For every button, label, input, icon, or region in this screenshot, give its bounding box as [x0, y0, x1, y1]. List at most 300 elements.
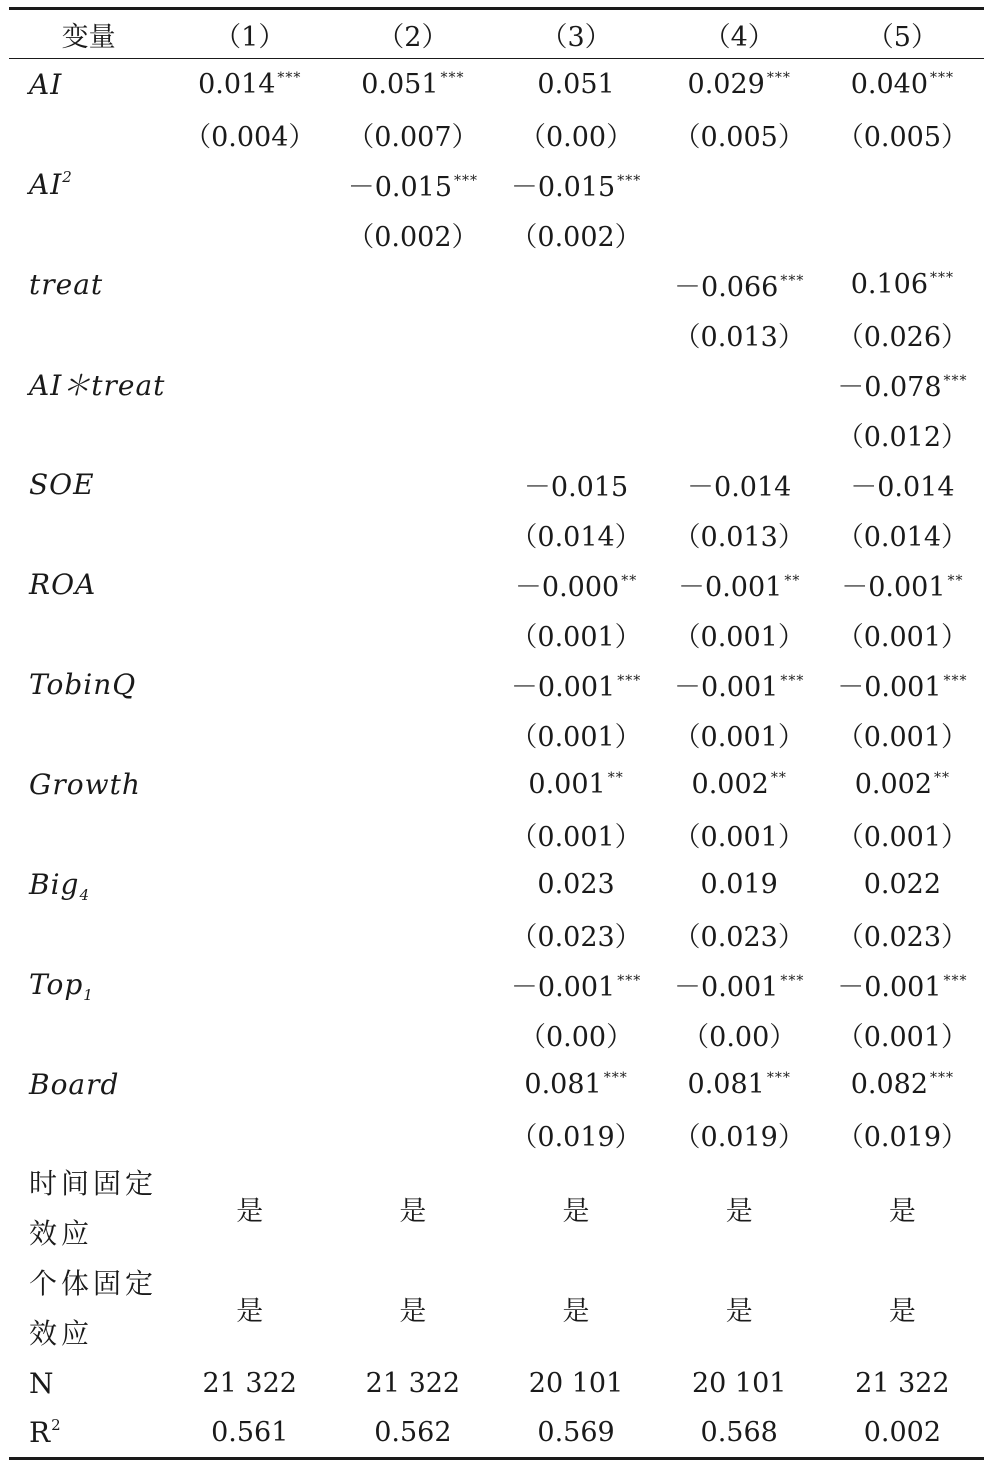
- fixed-effect-value: 是: [725, 1296, 753, 1327]
- significance-stars: ***: [454, 172, 479, 189]
- coef-cell: [494, 659, 657, 710]
- se-row: [9, 610, 984, 659]
- variable-name: [9, 359, 168, 410]
- coef-cell: [821, 559, 984, 610]
- fixed-effect-cell: [658, 1159, 821, 1259]
- std-error: （0.023）: [673, 921, 805, 953]
- stat-value: 21 322: [855, 1368, 950, 1399]
- se-cell: [658, 910, 821, 959]
- se-cell: [494, 810, 657, 859]
- coef-cell: [821, 359, 984, 410]
- coef-value: －0.015: [510, 171, 616, 203]
- stat-cell: [658, 1359, 821, 1409]
- std-error: （0.001）: [673, 821, 805, 853]
- se-cell: [494, 410, 657, 459]
- std-error: （0.019）: [510, 1121, 642, 1153]
- coef-row: [9, 1059, 984, 1110]
- superscript: [51, 1416, 62, 1434]
- stat-value: 0.562: [374, 1417, 452, 1449]
- se-cell: [331, 610, 494, 659]
- coef-cell: [821, 659, 984, 710]
- se-cell: [168, 610, 331, 659]
- variable-label: SOE: [29, 467, 95, 501]
- variable-name: [9, 259, 168, 310]
- std-error: （0.014）: [510, 521, 642, 553]
- variable-name: [9, 1059, 168, 1110]
- se-cell: [658, 1110, 821, 1159]
- coef-cell: [658, 959, 821, 1010]
- coef-value: 0.019: [700, 868, 778, 900]
- fixed-effect-cell: [821, 1259, 984, 1359]
- variable-name: [9, 559, 168, 610]
- coef-value: －0.014: [687, 471, 792, 503]
- regression-table-container: [9, 7, 984, 1460]
- stat-label-superscript: 2: [51, 1416, 62, 1435]
- coef-cell: [331, 159, 494, 210]
- coef-value: 0.051: [361, 68, 439, 100]
- stat-value: 0.568: [700, 1417, 778, 1449]
- coef-cell: [821, 759, 984, 810]
- se-label-empty: [9, 110, 168, 159]
- coef-cell: [494, 359, 657, 410]
- fixed-effect-value: 是: [562, 1296, 590, 1327]
- coef-cell: [168, 559, 331, 610]
- stat-cell: [494, 1359, 657, 1409]
- se-cell: [821, 910, 984, 959]
- coef-value: 0.029: [687, 68, 765, 100]
- se-cell: [168, 310, 331, 359]
- coef-cell: [168, 659, 331, 710]
- significance-stars: **: [770, 769, 787, 786]
- coef-value: 0.081: [687, 1068, 765, 1100]
- header-col-2: （2）: [377, 21, 449, 53]
- coef-value: －0.078: [837, 371, 942, 403]
- subscript: [79, 886, 90, 904]
- coef-cell: [821, 159, 984, 210]
- se-cell: [168, 910, 331, 959]
- significance-stars: **: [784, 572, 801, 589]
- fixed-effect-cell: [658, 1259, 821, 1359]
- se-cell: [331, 310, 494, 359]
- variable-subscript: 1: [83, 985, 94, 1004]
- significance-stars: ***: [943, 972, 968, 989]
- coef-cell: [821, 1059, 984, 1110]
- se-cell: [331, 1010, 494, 1059]
- coef-cell: [331, 759, 494, 810]
- std-error: （0.00）: [518, 121, 634, 153]
- regression-table: [9, 7, 984, 1460]
- se-cell: [494, 110, 657, 159]
- subscript: [83, 986, 94, 1004]
- coef-cell: [168, 359, 331, 410]
- se-cell: [494, 510, 657, 559]
- coef-cell: [658, 1059, 821, 1110]
- coef-value: －0.000: [514, 571, 620, 603]
- coef-cell: [494, 559, 657, 610]
- coef-value: 0.002: [691, 768, 769, 800]
- coef-cell: [821, 859, 984, 910]
- se-label-empty: [9, 810, 168, 859]
- se-cell: [331, 410, 494, 459]
- coef-row: [9, 359, 984, 410]
- std-error: （0.019）: [673, 1121, 805, 1153]
- se-cell: [821, 110, 984, 159]
- se-label-empty: [9, 910, 168, 959]
- fixed-effect-cell: [331, 1259, 494, 1359]
- coef-cell: [821, 959, 984, 1010]
- se-cell: [168, 410, 331, 459]
- variable-label: AI: [29, 167, 63, 201]
- std-error: （0.002）: [510, 221, 642, 253]
- coef-cell: [658, 759, 821, 810]
- coef-cell: [658, 159, 821, 210]
- se-cell: [331, 210, 494, 259]
- std-error: （0.005）: [836, 121, 969, 153]
- std-error: （0.001）: [510, 721, 642, 753]
- variable-name: [9, 459, 168, 510]
- std-error: （0.001）: [673, 721, 805, 753]
- coef-row: [9, 759, 984, 810]
- se-cell: [168, 110, 331, 159]
- se-cell: [658, 310, 821, 359]
- stat-value: 0.561: [211, 1417, 289, 1449]
- variable-label: AI＊treat: [29, 369, 166, 402]
- variable-name: [9, 759, 168, 810]
- stat-label-text: N: [29, 1367, 55, 1400]
- header-row: [9, 9, 984, 59]
- significance-stars: ***: [943, 672, 968, 689]
- header-col-5: （5）: [866, 21, 938, 53]
- coef-cell: [494, 59, 657, 110]
- coef-cell: [494, 759, 657, 810]
- std-error: （0.00）: [518, 1021, 634, 1053]
- coef-cell: [658, 659, 821, 710]
- std-error: （0.001）: [836, 1021, 969, 1053]
- se-cell: [821, 710, 984, 759]
- std-error: （0.019）: [836, 1121, 969, 1153]
- fixed-effect-value: 是: [236, 1196, 264, 1227]
- coef-cell: [168, 1059, 331, 1110]
- coef-cell: [168, 959, 331, 1010]
- std-error: （0.013）: [673, 521, 805, 553]
- significance-stars: ***: [930, 1069, 955, 1086]
- fixed-effect-value: 是: [888, 1296, 916, 1327]
- variable-label: TobinQ: [29, 667, 137, 701]
- fixed-effect-cell: [494, 1259, 657, 1359]
- stat-value: 21 322: [365, 1368, 461, 1399]
- se-cell: [494, 910, 657, 959]
- std-error: （0.001）: [836, 621, 969, 653]
- coef-cell: [168, 59, 331, 110]
- coef-cell: [494, 1059, 657, 1110]
- variable-label: Top: [29, 967, 84, 1001]
- se-label-empty: [9, 210, 168, 259]
- std-error: （0.023）: [836, 921, 969, 953]
- se-label-empty: [9, 510, 168, 559]
- coef-value: 0.081: [524, 1068, 602, 1100]
- coef-value: 0.051: [537, 68, 615, 100]
- significance-stars: **: [621, 572, 638, 589]
- se-cell: [168, 210, 331, 259]
- se-row: [9, 210, 984, 259]
- coef-cell: [494, 259, 657, 310]
- coef-row: [9, 59, 984, 110]
- coef-cell: [658, 559, 821, 610]
- stat-cell: [331, 1359, 494, 1409]
- std-error: （0.001）: [673, 621, 805, 653]
- std-error: （0.001）: [510, 821, 642, 853]
- coef-cell: [331, 59, 494, 110]
- std-error: （0.001）: [510, 621, 642, 653]
- significance-stars: ***: [943, 372, 968, 389]
- se-cell: [331, 710, 494, 759]
- coef-value: 0.040: [850, 68, 929, 100]
- coef-cell: [331, 659, 494, 710]
- se-label-empty: [9, 1010, 168, 1059]
- se-cell: [658, 510, 821, 559]
- fixed-effect-value: 是: [725, 1196, 753, 1227]
- se-cell: [331, 110, 494, 159]
- coef-cell: [821, 59, 984, 110]
- std-error: （0.004）: [184, 121, 316, 153]
- fixed-effect-row: [9, 1159, 984, 1259]
- significance-stars: **: [947, 572, 964, 589]
- significance-stars: ***: [780, 672, 805, 689]
- se-cell: [658, 810, 821, 859]
- fixed-effect-cell: [821, 1159, 984, 1259]
- coef-value: －0.066: [674, 271, 779, 303]
- superscript: [62, 168, 73, 186]
- coef-row: [9, 859, 984, 910]
- variable-name: [9, 159, 168, 210]
- variable-label: ROA: [29, 567, 97, 601]
- se-cell: [658, 1010, 821, 1059]
- se-cell: [658, 610, 821, 659]
- stat-cell: [168, 1359, 331, 1409]
- coef-cell: [494, 959, 657, 1010]
- coef-row: [9, 459, 984, 510]
- coef-cell: [658, 259, 821, 310]
- variable-superscript: 2: [62, 167, 73, 186]
- std-error: （0.023）: [510, 921, 642, 953]
- coef-cell: [168, 159, 331, 210]
- variable-name: [9, 959, 168, 1010]
- se-cell: [658, 210, 821, 259]
- coef-value: －0.015: [523, 471, 629, 503]
- fixed-effect-value: 是: [236, 1296, 264, 1327]
- se-cell: [494, 310, 657, 359]
- coef-row: [9, 959, 984, 1010]
- stat-row: [9, 1359, 984, 1409]
- significance-stars: ***: [277, 69, 302, 86]
- se-row: [9, 710, 984, 759]
- coef-cell: [331, 559, 494, 610]
- significance-stars: ***: [617, 972, 642, 989]
- table-body: [9, 59, 984, 1459]
- significance-stars: ***: [766, 69, 791, 86]
- coef-value: －0.001: [674, 671, 779, 703]
- significance-stars: ***: [780, 272, 805, 289]
- se-label-empty: [9, 710, 168, 759]
- significance-stars: ***: [617, 172, 642, 189]
- se-row: [9, 410, 984, 459]
- variable-label: Board: [29, 1067, 120, 1101]
- significance-stars: **: [607, 769, 624, 786]
- stat-label: [9, 1409, 168, 1459]
- se-cell: [331, 510, 494, 559]
- se-label-empty: [9, 1110, 168, 1159]
- fixed-effect-text: 个体固定效应: [29, 1266, 158, 1350]
- variable-name: [9, 859, 168, 910]
- coef-row: [9, 659, 984, 710]
- coef-cell: [331, 359, 494, 410]
- coef-value: －0.001: [837, 671, 942, 703]
- fixed-effect-value: 是: [399, 1196, 427, 1227]
- coef-cell: [331, 859, 494, 910]
- coef-value: －0.001: [510, 671, 616, 703]
- significance-stars: ***: [617, 672, 642, 689]
- coef-value: 0.002: [854, 768, 933, 800]
- se-label-empty: [9, 410, 168, 459]
- stat-cell: [821, 1359, 984, 1409]
- coef-cell: [658, 459, 821, 510]
- header-col-4: （4）: [703, 21, 775, 53]
- coef-cell: [331, 259, 494, 310]
- variable-name: [9, 659, 168, 710]
- fixed-effect-value: 是: [399, 1296, 427, 1327]
- coef-cell: [821, 259, 984, 310]
- variable-label: treat: [29, 267, 104, 301]
- variable-label: AI: [29, 67, 63, 101]
- se-cell: [494, 1110, 657, 1159]
- coef-value: －0.015: [347, 171, 453, 203]
- std-error: （0.005）: [673, 121, 805, 153]
- fixed-effect-cell: [331, 1159, 494, 1259]
- variable-subscript: 4: [79, 885, 91, 904]
- coef-row: [9, 159, 984, 210]
- header-variable: 变量: [61, 21, 116, 53]
- coef-value: 0.023: [537, 868, 615, 900]
- coef-cell: [168, 859, 331, 910]
- significance-stars: ***: [780, 972, 805, 989]
- fixed-effect-row: [9, 1259, 984, 1359]
- significance-stars: ***: [766, 1069, 791, 1086]
- se-cell: [494, 210, 657, 259]
- table-header: [9, 9, 984, 59]
- coef-value: 0.001: [528, 768, 606, 800]
- se-cell: [168, 510, 331, 559]
- se-cell: [821, 210, 984, 259]
- se-row: [9, 810, 984, 859]
- se-row: [9, 110, 984, 159]
- significance-stars: ***: [930, 69, 955, 86]
- significance-stars: ***: [603, 1069, 628, 1086]
- se-cell: [821, 1110, 984, 1159]
- coef-cell: [168, 459, 331, 510]
- variable-name: [9, 59, 168, 110]
- fixed-effect-value: 是: [888, 1196, 916, 1227]
- se-cell: [168, 1110, 331, 1159]
- se-cell: [168, 710, 331, 759]
- significance-stars: ***: [440, 69, 465, 86]
- stat-cell: [821, 1409, 984, 1459]
- coef-cell: [658, 59, 821, 110]
- stat-value: 21 322: [202, 1368, 297, 1399]
- coef-cell: [331, 459, 494, 510]
- se-cell: [658, 110, 821, 159]
- se-cell: [821, 310, 984, 359]
- se-cell: [821, 810, 984, 859]
- se-row: [9, 910, 984, 959]
- coef-value: 0.022: [863, 868, 942, 900]
- coef-cell: [331, 1059, 494, 1110]
- coef-cell: [331, 959, 494, 1010]
- std-error: （0.026）: [836, 321, 969, 353]
- coef-value: －0.001: [678, 571, 783, 603]
- se-row: [9, 510, 984, 559]
- se-cell: [494, 610, 657, 659]
- stat-cell: [331, 1409, 494, 1459]
- std-error: （0.001）: [836, 721, 969, 753]
- coef-cell: [494, 159, 657, 210]
- fixed-effect-cell: [168, 1159, 331, 1259]
- coef-row: [9, 259, 984, 310]
- se-cell: [821, 610, 984, 659]
- coef-value: －0.001: [837, 971, 942, 1003]
- stat-value: 20 101: [691, 1368, 787, 1399]
- std-error: （0.013）: [673, 321, 805, 353]
- coef-cell: [658, 359, 821, 410]
- std-error: （0.002）: [347, 221, 479, 253]
- coef-value: 0.106: [850, 268, 929, 300]
- se-row: [9, 1010, 984, 1059]
- se-cell: [658, 710, 821, 759]
- coef-cell: [494, 859, 657, 910]
- fixed-effect-label: [9, 1159, 168, 1259]
- se-label-empty: [9, 610, 168, 659]
- fixed-effect-cell: [168, 1259, 331, 1359]
- coef-cell: [658, 859, 821, 910]
- significance-stars: **: [934, 769, 951, 786]
- se-cell: [821, 510, 984, 559]
- se-row: [9, 1110, 984, 1159]
- se-cell: [168, 1010, 331, 1059]
- stat-value: 0.569: [537, 1417, 615, 1449]
- coef-row: [9, 559, 984, 610]
- std-error: （0.007）: [347, 121, 479, 153]
- fixed-effect-label: [9, 1259, 168, 1359]
- se-cell: [331, 810, 494, 859]
- coef-cell: [494, 459, 657, 510]
- coef-value: －0.014: [850, 471, 955, 503]
- fixed-effect-cell: [494, 1159, 657, 1259]
- coef-value: －0.001: [510, 971, 616, 1003]
- se-cell: [331, 1110, 494, 1159]
- significance-stars: ***: [930, 269, 955, 286]
- se-cell: [494, 1010, 657, 1059]
- se-cell: [821, 410, 984, 459]
- stat-label-text: R: [29, 1416, 52, 1450]
- std-error: （0.014）: [836, 521, 969, 553]
- stat-label: [9, 1359, 168, 1409]
- se-cell: [821, 1010, 984, 1059]
- stat-cell: [168, 1409, 331, 1459]
- coef-value: －0.001: [841, 571, 946, 603]
- coef-value: 0.082: [850, 1068, 929, 1100]
- coef-value: －0.001: [674, 971, 779, 1003]
- variable-label: Big: [29, 867, 80, 901]
- stat-row: [9, 1409, 984, 1459]
